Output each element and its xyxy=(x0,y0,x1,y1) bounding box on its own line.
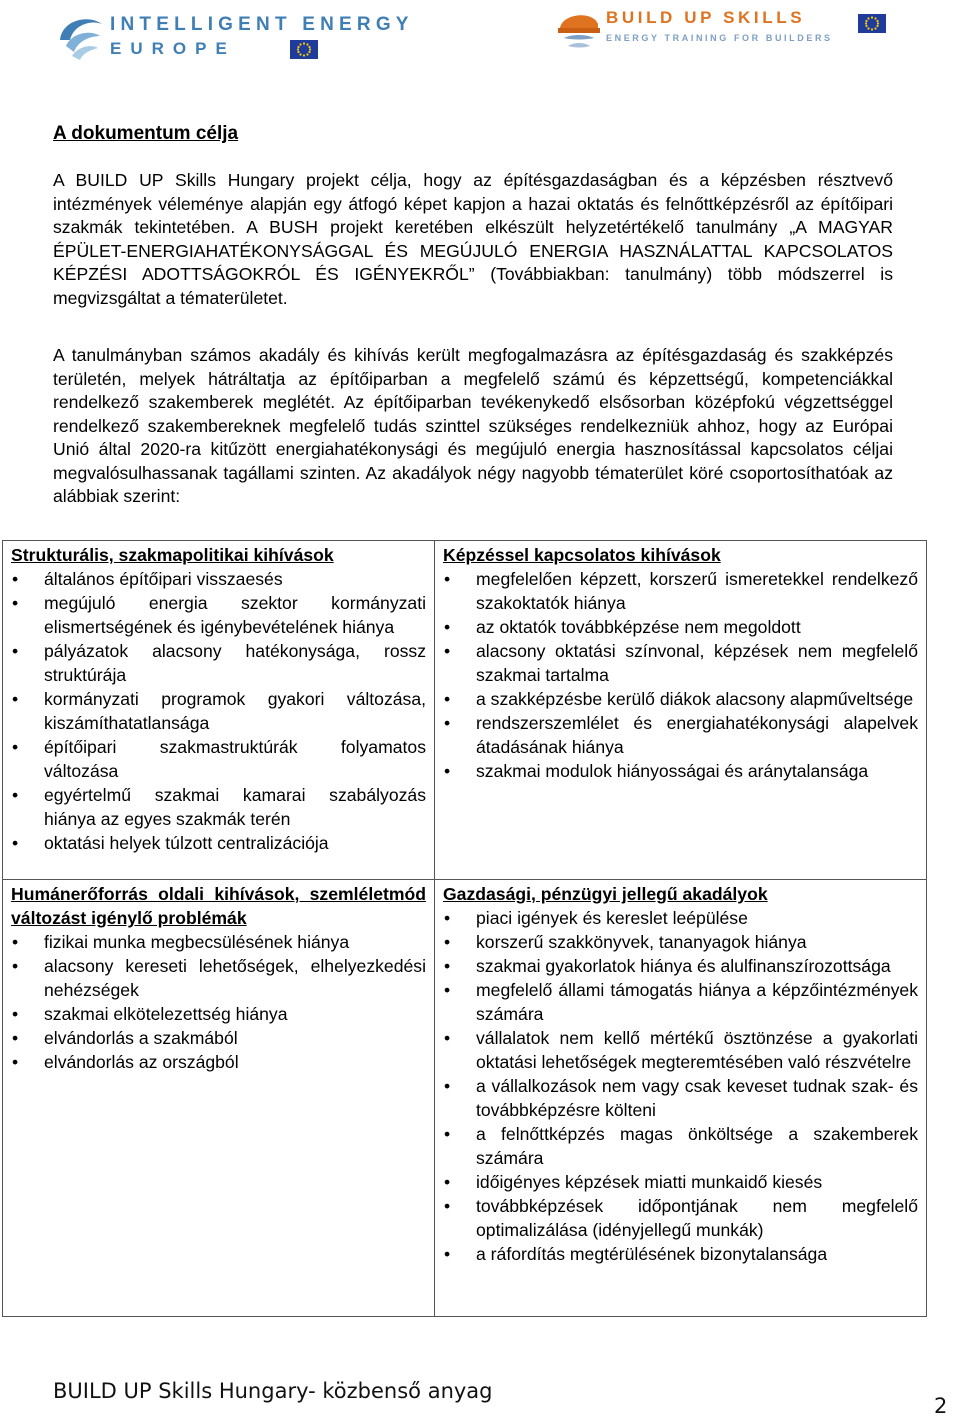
list-item: • időigényes képzések miatti munkaidő kiesés xyxy=(444,1172,823,1192)
list-item: • alacsony kereseti lehetőségek, elhelyezkedési nehézségek xyxy=(12,956,426,1000)
intro-paragraph: A BUILD UP Skills Hungary projekt célja, hogy az építésgazdaságban és a képzésben résztvevő intézmények véleménye alapján egy átfogó képet kapjon a hazai oktatás és felnőttképzésről az építőipari szakmák tekintetében. A BUSH projekt keretében elkészült helyzetértékelő tanulmány „A MAGYAR ÉPÜLET-ENERGIAHATÉKONYSÁGGAL ÉS MEGÚJULÓ ENERGIA HASZNÁLATTAL KAPCSOLATOS KÉPZÉSI ADOTTSÁGOKRÓL ÉS IGÉNYEKRŐL” (Továbbiakban: tanulmány) több módszerrel is megvizsgáltat a tématerületet. xyxy=(53,170,893,308)
bullet-icon: • xyxy=(444,689,451,709)
bullet-icon: • xyxy=(12,1004,19,1024)
cell-title: Strukturális, szakmapolitikai kihívások xyxy=(11,545,334,565)
bullet-icon: • xyxy=(444,761,451,781)
cell-title: Gazdasági, pénzügyi jellegű akadályok xyxy=(443,884,768,904)
list-item: • a vállalkozások nem vagy csak keveset tudnak szak- és továbbképzésre költeni xyxy=(444,1076,918,1120)
list-item: • elvándorlás az országból xyxy=(12,1052,239,1072)
bullet-icon: • xyxy=(12,956,19,976)
list-item: • a ráfordítás megtérülésének bizonytalansága xyxy=(444,1244,828,1264)
bullet-icon: • xyxy=(12,641,19,661)
list-item: • általános építőipari visszaesés xyxy=(12,569,283,589)
list-item: • rendszerszemlélet és energiahatékonysági alapelvek átadásának hiánya xyxy=(444,713,918,757)
list-item: • pályázatok alacsony hatékonysága, rossz struktúrája xyxy=(12,641,426,685)
bullet-icon: • xyxy=(444,1076,451,1096)
bullet-icon: • xyxy=(12,569,19,589)
bullet-icon: • xyxy=(12,593,19,613)
bullet-icon: • xyxy=(12,737,19,757)
list-item: • korszerű szakkönyvek, tananyagok hiánya xyxy=(444,932,807,952)
page-header xyxy=(0,0,960,70)
bullet-icon: • xyxy=(444,956,451,976)
bullet-icon: • xyxy=(444,569,451,589)
table-cell-economic xyxy=(435,880,927,1317)
bullet-icon: • xyxy=(12,932,19,952)
list-item: • megújuló energia szektor kormányzati elismertségének és igénybevételének hiánya xyxy=(12,593,426,637)
bullet-icon: • xyxy=(444,641,451,661)
list-item: • szakmai gyakorlatok hiánya és alulfinanszírozottsága xyxy=(444,956,891,976)
bullet-icon: • xyxy=(444,1172,451,1192)
document-title: A dokumentum célja xyxy=(53,123,239,144)
bullet-icon: • xyxy=(12,1052,19,1072)
bullet-icon: • xyxy=(444,1124,451,1144)
bullet-list xyxy=(11,930,426,1074)
eu-flag-icon xyxy=(858,14,886,33)
bullet-icon: • xyxy=(444,713,451,733)
bullet-icon: • xyxy=(12,1028,19,1048)
bullet-icon: • xyxy=(444,980,451,1000)
bullet-list xyxy=(443,567,918,783)
list-item: • szakmai elkötelezettség hiánya xyxy=(12,1004,288,1024)
logo-line2: EUROPE xyxy=(110,39,236,58)
challenges-paragraph: A tanulmányban számos akadály és kihívás került megfogalmazásra az építésgazdaság és szakképzés területén, melyek hátráltatja az építőiparban a megfelelő számú és képzettségű, kompetenciákkal rendelkező szakemberek meglétét. Az építőiparban tevékenykedő elsősorban középfokú végzettséggel rendelkező szakembereknek megfelelő tudás szinttel szükséges rendelkezniük ahhoz, hogy az Európai Unió által 2020-ra kitűzött energiahatékonysági és megújuló energia hasznosítással kapcsolatos céljai megvalósulhassanak tagállami szinten. Az akadályok négy nagyobb tématerület köré csoportosíthatóak az alábbiak szerint: xyxy=(53,345,893,506)
logo-line1: INTELLIGENT ENERGY xyxy=(110,14,414,35)
bullet-icon: • xyxy=(444,617,451,637)
bullet-icon: • xyxy=(444,1244,451,1264)
table-row xyxy=(3,541,927,880)
list-item: • piaci igények és kereslet leépülése xyxy=(444,908,748,928)
table-cell-human-resources xyxy=(3,880,435,1317)
list-item: • megfelelő állami támogatás hiánya a képzőintézmények számára xyxy=(444,980,918,1024)
cell-title: Képzéssel kapcsolatos kihívások xyxy=(443,545,721,565)
logo-line2: ENERGY TRAINING FOR BUILDERS xyxy=(606,33,833,43)
list-item: • megfelelően képzett, korszerű ismeretekkel rendelkező szakoktatók hiánya xyxy=(444,569,918,613)
swirl-logo-icon xyxy=(52,6,108,62)
bullet-icon: • xyxy=(12,833,19,853)
cell-title: Humánerőforrás oldali kihívások, szemléletmód változást igénylő problémák xyxy=(11,884,426,928)
bullet-icon: • xyxy=(12,689,19,709)
table-cell-training xyxy=(435,541,927,880)
bullet-list xyxy=(443,906,918,1266)
bullet-icon: • xyxy=(444,932,451,952)
list-item: • egyértelmű szakmai kamarai szabályozás hiánya az egyes szakmák terén xyxy=(12,785,426,829)
bullet-list xyxy=(11,567,426,855)
intelligent-energy-europe-logo xyxy=(52,6,432,62)
challenges-table xyxy=(2,540,927,1317)
bullet-icon: • xyxy=(12,785,19,805)
list-item: • az oktatók továbbképzése nem megoldott xyxy=(444,617,801,637)
list-item: • építőipari szakmastruktúrák folyamatos változása xyxy=(12,737,426,781)
build-up-skills-logo xyxy=(556,4,906,60)
list-item: • a felnőttképzés magas önköltsége a szakemberek számára xyxy=(444,1124,918,1168)
list-item: • kormányzati programok gyakori változása, kiszámíthatatlansága xyxy=(12,689,426,733)
bullet-icon: • xyxy=(444,1196,451,1216)
table-row xyxy=(3,880,927,1317)
footer-text: BUILD UP Skills Hungary- közbenső anyag xyxy=(53,1379,493,1403)
list-item: • oktatási helyek túlzott centralizációja xyxy=(12,833,329,853)
list-item: • alacsony oktatási színvonal, képzések nem megfelelő szakmai tartalma xyxy=(444,641,918,685)
list-item: • a szakképzésbe kerülő diákok alacsony alapműveltsége xyxy=(444,689,914,709)
bullet-icon: • xyxy=(444,1028,451,1048)
list-item: • szakmai modulok hiányosságai és aránytalansága xyxy=(444,761,869,781)
list-item: • vállalatok nem kellő mértékű ösztönzése a gyakorlati oktatási lehetőségek megteremtésében való részvételre xyxy=(444,1028,918,1072)
table-cell-structural xyxy=(3,541,435,880)
builder-helmet-logo-icon xyxy=(556,6,602,56)
list-item: • továbbképzések időpontjának nem megfelelő optimalizálása (idényjellegű munkák) xyxy=(444,1196,918,1240)
logo-line1: BUILD UP SKILLS xyxy=(606,8,806,27)
page-number: 2 xyxy=(934,1394,948,1418)
list-item: • fizikai munka megbecsülésének hiánya xyxy=(12,932,350,952)
eu-flag-icon xyxy=(290,40,318,59)
list-item: • elvándorlás a szakmából xyxy=(12,1028,238,1048)
bullet-icon: • xyxy=(444,908,451,928)
